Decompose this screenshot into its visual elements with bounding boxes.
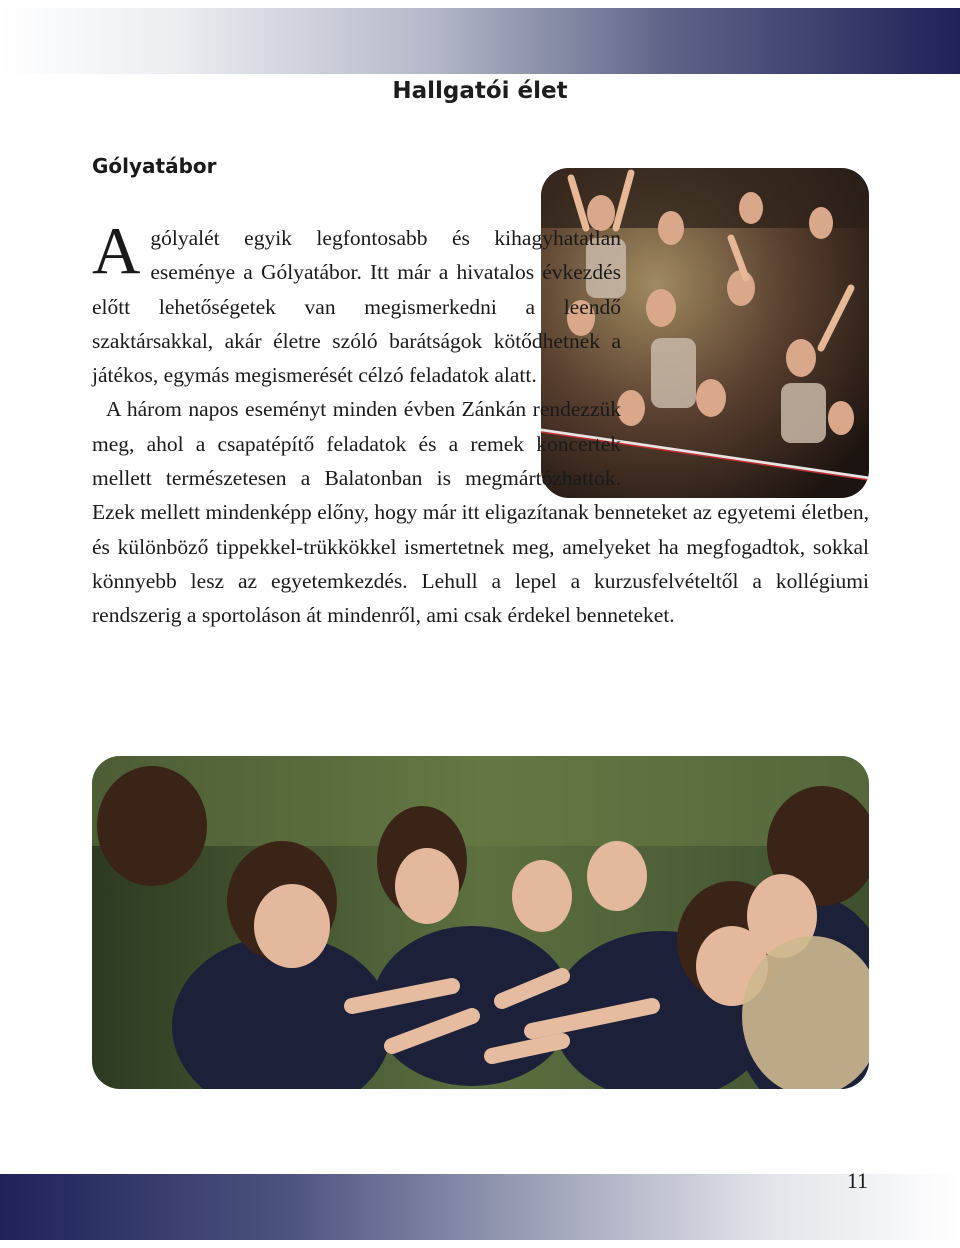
page-title: Hallgatói élet — [392, 78, 568, 104]
header-gradient-band — [0, 8, 960, 74]
article-body — [92, 214, 869, 633]
drop-cap: A — [92, 214, 141, 288]
paragraph-1-text: gólyalét egyik legfontosabb és kihagyhatatlan eseménye a Gólyatábor. Itt már a hivatalos évkezdés előtt lehetőségetek van megismerkedni a leendő szaktársakkal, akár életre szóló barátságok kötődhetnek a játékos, egymás megismerését célzó feladatok alatt. — [92, 226, 621, 388]
paragraph-2: A három napos eseményt minden évben Zánkán rendezzük meg, ahol a csapatépítő feladatok és a remek koncertek mellett természetesen a Balatonban is megmártózhattok. Ezek mellett mindenképp előny, hogy már itt eligazítanak benneteket az egyetemi életben, és különböző tippekkel-trükkökkel ismertetnek meg, amelyeket ha megfogadtok, sokkal könnyebb lesz az egyetemkezdés. Lehull a lepel a kurzusfelvételtől a kollégiumi rendszerig a sportoláson át mindenről, ami csak érdekel benneteket. — [92, 397, 869, 628]
footer-gradient-band — [0, 1174, 960, 1240]
teambuilding-photo — [92, 756, 869, 1089]
section-title: Gólyatábor — [92, 154, 217, 178]
page-number: 11 — [846, 1168, 868, 1193]
